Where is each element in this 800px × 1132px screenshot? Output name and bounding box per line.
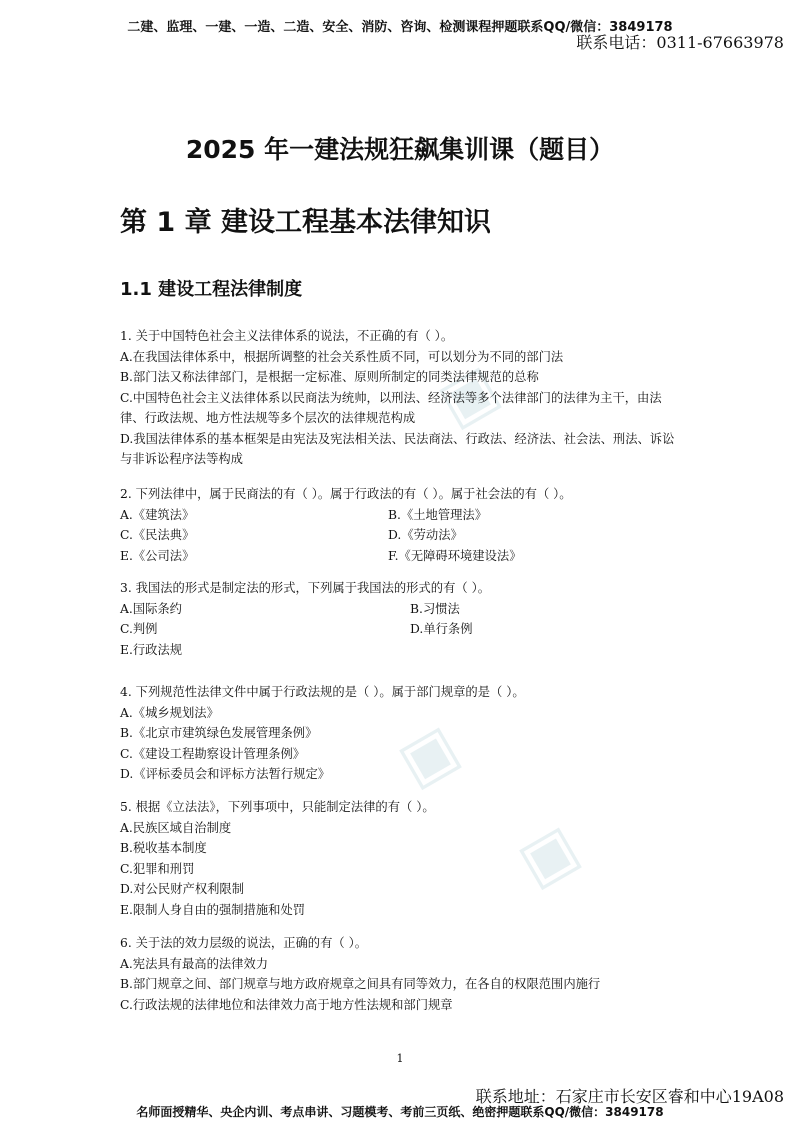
option-d: D.对公民财产权利限制 — [120, 882, 245, 896]
option-a: A.宪法具有最高的法律效力 — [120, 956, 269, 971]
option-f: F.《无障碍环境建设法》 — [388, 548, 522, 563]
option-b: B.《土地管理法》 — [388, 507, 488, 522]
option-b: B.《北京市建筑绿色发展管理条例》 — [120, 726, 318, 740]
option-b: B.部门规章之间、部门规章与地方政府规章之间具有同等效力，在各自的权限范围内施行 — [120, 977, 601, 991]
option-b: B.部门法又称法律部门，是根据一定标准、原则所制定的同类法律规范的总称 — [120, 370, 539, 384]
document-title: 2025 年一建法规狂飙集训课（题目） — [185, 135, 615, 164]
option-b: B.习惯法 — [410, 601, 460, 616]
option-a: A.民族区域自治制度 — [120, 820, 232, 835]
option-e: E.限制人身自由的强制措施和处罚 — [120, 902, 306, 917]
question-stem: 6. 关于法的效力层级的说法，正确的有（ ）。 — [120, 936, 368, 950]
question-stem: 1. 关于中国特色社会主义法律体系的说法，不正确的有（ ）。 — [120, 329, 454, 343]
option-d: D.我国法律体系的基本框架是由宪法及宪法相关法、民法商法、行政法、经济法、社会法、刑法、诉讼与非诉讼程序法等构成 — [120, 431, 675, 466]
question-stem: 3. 我国法的形式是制定法的形式，下列属于我国法的形式的有（ ）。 — [120, 581, 491, 595]
watermark: ▣ — [506, 810, 591, 900]
option-c: C.《建设工程勘察设计管理条例》 — [120, 746, 306, 761]
option-d: D.《评标委员会和评标方法暂行规定》 — [120, 767, 331, 781]
section-heading: 1.1 建设工程法律制度 — [120, 279, 303, 300]
option-e: E.《公司法》 — [120, 548, 195, 563]
watermark: ▣ — [386, 710, 471, 800]
question-stem: 4. 下列规范性法律文件中属于行政法规的是（ ）。属于部门规章的是（ ）。 — [120, 685, 525, 699]
question-stem: 5. 根据《立法法》，下列事项中，只能制定法律的有（ ）。 — [120, 800, 435, 814]
question-3 — [120, 578, 680, 660]
question-5 — [120, 797, 680, 920]
option-d: D.单行条例 — [410, 622, 473, 636]
option-a: A.《城乡规划法》 — [120, 705, 219, 720]
page-number: 1 — [396, 1052, 404, 1065]
contact-phone: 联系电话：0311-67663978 — [576, 33, 784, 52]
option-c: C.判例 — [120, 622, 158, 636]
option-b: B.税收基本制度 — [120, 841, 207, 855]
option-c: C.《民法典》 — [120, 528, 195, 542]
question-1 — [120, 326, 680, 470]
question-stem: 2. 下列法律中，属于民商法的有（ ）。属于行政法的有（ ）。属于社会法的有（ ）。 — [120, 487, 572, 501]
option-e: E.行政法规 — [120, 642, 183, 657]
question-4 — [120, 682, 680, 785]
option-c: C.行政法规的法律地位和法律效力高于地方性法规和部门规章 — [120, 997, 453, 1012]
option-d: D.《劳动法》 — [388, 528, 463, 542]
watermark: ▣ — [426, 350, 511, 440]
chapter-heading: 第 1 章 建设工程基本法律知识 — [120, 207, 491, 238]
question-6 — [120, 933, 680, 1015]
contact-address: 联系地址：石家庄市长安区睿和中心19A08 — [475, 1087, 784, 1106]
top-banner: 二建、监理、一建、一造、二造、安全、消防、咨询、检测课程押题联系QQ/微信：3849178 — [127, 20, 673, 35]
option-a: A.在我国法律体系中，根据所调整的社会关系性质不同，可以划分为不同的部门法 — [120, 349, 564, 364]
option-c: C.中国特色社会主义法律体系以民商法为统帅，以刑法、经济法等多个法律部门的法律为主干，由法律、行政法规、地方性法规等多个层次的法律规范构成 — [120, 390, 662, 425]
option-c: C.犯罪和刑罚 — [120, 861, 195, 876]
bottom-banner: 名师面授精华、央企内训、考点串讲、习题模考、考前三页纸、绝密押题联系QQ/微信：3849178 — [136, 1105, 664, 1119]
option-a: A.《建筑法》 — [120, 507, 195, 522]
question-2 — [120, 484, 680, 566]
option-a: A.国际条约 — [120, 601, 182, 616]
